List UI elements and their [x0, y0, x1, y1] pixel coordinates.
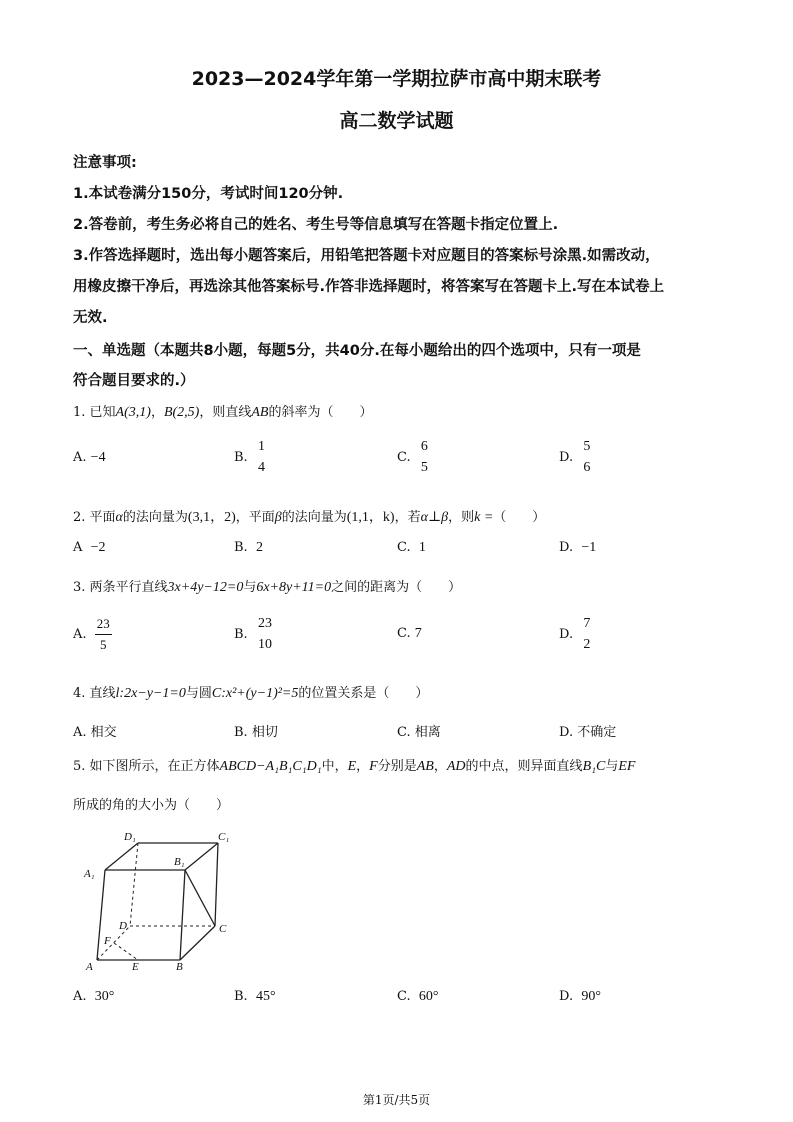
- q3-option-d-numerator: 7: [583, 616, 591, 631]
- label-a1: A₁: [84, 868, 95, 880]
- notice-heading: 注意事项:: [73, 155, 137, 171]
- q4-option-b-label: B.: [234, 725, 248, 740]
- q2-option-c-value: 1: [418, 540, 426, 555]
- q2-option-a-label: A: [73, 540, 83, 555]
- label-c: C: [219, 923, 227, 935]
- q2-beta: β: [274, 510, 282, 525]
- q5-ef: EF: [618, 759, 636, 774]
- q2-k: k =: [474, 510, 494, 525]
- q3-option-a-denominator: 5: [95, 634, 112, 655]
- q5-f: F: [369, 759, 378, 774]
- q5-cube: ABCD−A₁B₁C₁D₁: [219, 759, 322, 774]
- q3-option-c-value: 7: [414, 626, 422, 641]
- q5-t4: ，: [433, 759, 447, 774]
- q1-option-c-numerator: 6: [420, 439, 428, 454]
- q2-option-b-value: 2: [255, 540, 263, 555]
- q3-option-a: [73, 614, 112, 655]
- notice-item-2: 2.答卷前，考生务必将自己的姓名、考生号等信息填写在答题卡指定位置上.: [73, 217, 559, 233]
- q4-option-d-value: 不确定: [577, 725, 617, 740]
- q3-post: 之间的距离为（ ）: [331, 580, 462, 595]
- q1-option-a-value: −4: [90, 450, 106, 465]
- q2-option-a-value: −2: [90, 540, 106, 555]
- q2-pre: 2. 平面: [73, 510, 116, 525]
- q2-normal-vector-2: (1,1，k): [346, 510, 395, 525]
- q5-ab: AB: [416, 759, 434, 774]
- q4-option-b-value: 相切: [251, 725, 278, 740]
- q3-option-d-label: D.: [559, 627, 574, 642]
- q5-ad: AD: [446, 759, 466, 774]
- q3-pre: 3. 两条平行直线: [73, 580, 168, 595]
- q2-condition: α⊥β: [420, 510, 449, 525]
- label-c1: C₁: [218, 831, 230, 843]
- q3-option-a-numerator: 23: [96, 616, 110, 631]
- exam-subtitle: 高二数学试题: [339, 110, 454, 132]
- q1-option-d-label: D.: [559, 450, 574, 465]
- q5-t3: 分别是: [377, 759, 417, 774]
- q4-option-b: [234, 721, 278, 740]
- q1-sep: ，: [150, 405, 164, 420]
- section-1-intro-line-2: 符合题目要求的.）: [73, 373, 195, 389]
- question-1-stem: [73, 401, 372, 421]
- q5-option-c: [397, 989, 439, 1005]
- q1-option-b: [234, 437, 267, 478]
- q3-option-b-numerator: 23: [257, 616, 272, 631]
- q3-option-a-label: A.: [73, 627, 87, 642]
- q5-option-c-label: C.: [397, 989, 411, 1004]
- notice-item-3-line-1: 3.作答选择题时，选出每小题答案后，用铅笔把答题卡对应题目的答案标号涂黑.如需改动，: [73, 248, 660, 264]
- q1-option-c: [397, 437, 430, 478]
- q1-option-b-label: B.: [234, 450, 248, 465]
- q3-line-1: 3x+4y−12=0: [167, 580, 244, 595]
- q4-circle: C:x²+(y−1)²=5: [211, 686, 299, 701]
- cube-figure: [80, 822, 240, 976]
- q5-option-b-label: B.: [234, 989, 248, 1004]
- q5-e: E: [347, 759, 357, 774]
- question-4-stem: [73, 682, 428, 702]
- q5-t2: ，: [356, 759, 370, 774]
- page-footer: 第1页/共5页: [362, 1093, 431, 1107]
- q2-option-b-label: B.: [234, 540, 248, 555]
- q1-option-c-label: C.: [397, 450, 411, 465]
- question-3-stem: [73, 576, 461, 596]
- notice-item-3-line-3: 无效.: [73, 310, 108, 326]
- q5-option-a: [73, 989, 114, 1005]
- q1-option-b-denominator: 4: [257, 460, 265, 475]
- q1-post: 的斜率为（ ）: [268, 405, 373, 420]
- q1-option-b-numerator: 1: [257, 439, 265, 454]
- question-5-stem-line-2: 所成的角的大小为（ ）: [73, 798, 230, 813]
- q2-t4: ，若: [394, 510, 421, 525]
- edge-bc: [180, 926, 215, 960]
- q2-option-b: [234, 540, 263, 556]
- q1-option-a-label: A.: [73, 450, 87, 465]
- q4-option-a-label: A.: [73, 725, 87, 740]
- q3-option-d-denominator: 2: [583, 637, 591, 652]
- q2-t1: 的法向量为: [122, 510, 188, 525]
- exam-title: 2023—2024学年第一学期拉萨市高中期末联考: [191, 68, 602, 90]
- q4-option-d-label: D.: [559, 725, 574, 740]
- q5-option-d-value: 90°: [581, 989, 601, 1004]
- label-b: B: [176, 961, 183, 973]
- q4-line: l:2x−y−1=0: [115, 686, 186, 701]
- label-d: D: [119, 920, 127, 932]
- question-2-stem: [73, 506, 545, 526]
- q3-option-c-label: C.: [397, 626, 411, 641]
- notice-item-1: 1.本试卷满分150分，考试时间120分钟.: [73, 186, 344, 202]
- q5-b1c: B₁C: [582, 759, 606, 774]
- q3-option-b: [234, 614, 274, 655]
- q5-option-a-value: 30°: [94, 989, 115, 1004]
- q1-point-a: A(3,1): [115, 405, 151, 420]
- q4-option-d: [559, 721, 616, 740]
- segment-ef-hidden: [114, 943, 138, 960]
- edge-b1b: [180, 870, 185, 960]
- label-f: F: [104, 935, 111, 947]
- q2-alpha: α: [115, 510, 123, 525]
- q2-option-c-label: C.: [397, 540, 411, 555]
- edge-d1d-hidden: [130, 843, 138, 926]
- q4-option-c: [397, 721, 441, 740]
- q5-option-c-value: 60°: [418, 989, 439, 1004]
- q4-post: 的位置关系是（ ）: [298, 686, 429, 701]
- q3-option-d: [559, 614, 592, 655]
- q4-option-c-label: C.: [397, 725, 411, 740]
- q2-option-d-value: −1: [581, 540, 597, 555]
- q3-option-c: [397, 626, 422, 642]
- q2-normal-vector-1: (3,1，2): [187, 510, 236, 525]
- q3-option-b-denominator: 10: [257, 637, 272, 652]
- q3-option-b-label: B.: [234, 627, 248, 642]
- q2-post: （ ）: [493, 510, 546, 525]
- label-b1: B₁: [174, 856, 185, 868]
- q2-option-d-label: D.: [559, 540, 574, 555]
- edge-a1d1: [105, 843, 138, 870]
- q4-option-a: [73, 721, 117, 740]
- q5-t5: 的中点，则异面直线: [465, 759, 583, 774]
- q1-mid: ，则直线: [199, 405, 252, 420]
- q1-option-d: [559, 437, 592, 478]
- q2-t2: ，平面: [235, 510, 275, 525]
- q1-pre: 1. 已知: [73, 405, 116, 420]
- q5-t6: 与: [605, 759, 619, 774]
- q1-option-d-numerator: 5: [583, 439, 591, 454]
- q5-option-b: [234, 989, 276, 1005]
- q1-option-d-denominator: 6: [583, 460, 591, 475]
- question-5-stem-line-1: [73, 755, 635, 775]
- q2-option-d: [559, 540, 596, 556]
- q1-option-a: [73, 450, 106, 466]
- segment-b1c: [185, 870, 215, 926]
- q5-option-b-value: 45°: [255, 989, 276, 1004]
- q3-t1: 与: [243, 580, 257, 595]
- edge-b1c1: [185, 843, 218, 870]
- q1-line-ab: AB: [251, 405, 269, 420]
- section-1-intro-line-1: 一、单选题（本题共8小题，每题5分，共40分.在每小题给出的四个选项中，只有一项是: [73, 343, 641, 359]
- q5-option-d-label: D.: [559, 989, 574, 1004]
- q5-t1: 中，: [321, 759, 348, 774]
- q5-option-d: [559, 989, 601, 1005]
- q5-option-a-label: A.: [73, 989, 87, 1004]
- label-d1: D₁: [124, 831, 136, 843]
- q1-option-c-denominator: 5: [420, 460, 428, 475]
- notice-item-3-line-2: 用橡皮擦干净后，再选涂其他答案标号.作答非选择题时，将答案写在答题卡上.写在本试卷上: [73, 279, 665, 295]
- q2-option-a: [73, 540, 106, 556]
- q4-option-a-value: 相交: [90, 725, 117, 740]
- q3-line-2: 6x+8y+11=0: [256, 580, 332, 595]
- q4-t1: 与圆: [185, 686, 212, 701]
- q2-option-c: [397, 540, 426, 556]
- q5-pre: 5. 如下图所示，在正方体: [73, 759, 220, 774]
- q2-t5: ，则: [448, 510, 475, 525]
- edge-c1c: [215, 843, 218, 926]
- q1-point-b: B(2,5): [163, 405, 200, 420]
- label-e: E: [132, 961, 139, 973]
- q4-pre: 4. 直线: [73, 686, 116, 701]
- q2-t3: 的法向量为: [281, 510, 347, 525]
- q4-option-c-value: 相离: [414, 725, 441, 740]
- label-a: A: [86, 961, 93, 973]
